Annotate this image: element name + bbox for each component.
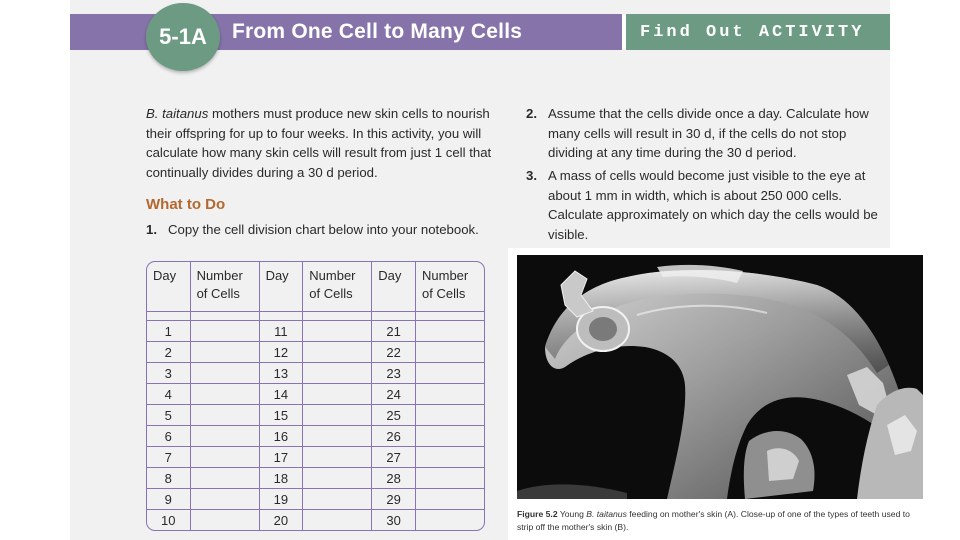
number-of-cells-cell xyxy=(416,384,485,405)
species-name: B. taitanus xyxy=(146,106,209,121)
number-of-cells-cell xyxy=(416,321,485,342)
number-of-cells-cell xyxy=(416,405,485,426)
day-cell: 16 xyxy=(259,426,303,447)
day-cell: 12 xyxy=(259,342,303,363)
step-number: 3. xyxy=(526,168,537,183)
day-cell: 10 xyxy=(147,510,190,531)
column-header: Day xyxy=(147,262,190,312)
day-cell: 21 xyxy=(372,321,416,342)
day-cell: 18 xyxy=(259,468,303,489)
day-cell: 25 xyxy=(372,405,416,426)
page-title: From One Cell to Many Cells xyxy=(232,20,523,43)
cell-division-chart xyxy=(146,261,485,531)
spacer-cell xyxy=(190,312,259,321)
step-number: 1. xyxy=(146,222,157,237)
day-cell: 20 xyxy=(259,510,303,531)
number-of-cells-cell xyxy=(303,447,372,468)
caption-lead: Young xyxy=(557,509,587,519)
day-cell: 8 xyxy=(147,468,190,489)
day-cell: 13 xyxy=(259,363,303,384)
number-of-cells-cell xyxy=(416,342,485,363)
spacer-cell xyxy=(416,312,485,321)
step-3 xyxy=(526,166,876,246)
table-row xyxy=(147,510,484,531)
caption-species: B. taitanus xyxy=(586,509,627,519)
table-row xyxy=(147,447,484,468)
day-cell: 1 xyxy=(147,321,190,342)
number-of-cells-cell xyxy=(303,489,372,510)
day-cell: 3 xyxy=(147,363,190,384)
column-header: Number of Cells xyxy=(303,262,372,312)
number-of-cells-cell xyxy=(303,426,372,447)
figure-label: Figure 5.2 xyxy=(517,509,558,519)
number-of-cells-cell xyxy=(303,363,372,384)
day-cell: 5 xyxy=(147,405,190,426)
table-row xyxy=(147,384,484,405)
number-of-cells-cell xyxy=(190,384,259,405)
number-of-cells-cell xyxy=(190,510,259,531)
activity-badge: 5-1A xyxy=(146,3,220,71)
number-of-cells-cell xyxy=(416,489,485,510)
day-cell: 27 xyxy=(372,447,416,468)
day-cell: 11 xyxy=(259,321,303,342)
step-2 xyxy=(526,104,876,164)
step-text: A mass of cells would become just visible to the eye at about 1 mm in width, which is about 250 000 cells. Calculate approximately on which day the cells would be visible. xyxy=(548,168,878,242)
table-row xyxy=(147,489,484,510)
tooth-micrograph-drawing xyxy=(517,255,923,499)
number-of-cells-cell xyxy=(190,405,259,426)
day-cell: 4 xyxy=(147,384,190,405)
cell-division-table xyxy=(147,262,484,530)
number-of-cells-cell xyxy=(416,363,485,384)
step-number: 2. xyxy=(526,106,537,121)
number-of-cells-cell xyxy=(303,468,372,489)
intro-text: mothers must produce new skin cells to nourish their offspring for up to four weeks. In this activity, you will calculate how many skin cells will result from just 1 cell that continually divides during a 30 d period. xyxy=(146,106,492,180)
number-of-cells-cell xyxy=(190,321,259,342)
step-1 xyxy=(146,220,496,240)
number-of-cells-cell xyxy=(416,426,485,447)
number-of-cells-cell xyxy=(416,468,485,489)
number-of-cells-cell xyxy=(416,447,485,468)
day-cell: 26 xyxy=(372,426,416,447)
figure-caption xyxy=(517,508,927,534)
day-cell: 23 xyxy=(372,363,416,384)
day-cell: 24 xyxy=(372,384,416,405)
day-cell: 28 xyxy=(372,468,416,489)
day-cell: 9 xyxy=(147,489,190,510)
day-cell: 30 xyxy=(372,510,416,531)
table-row xyxy=(147,426,484,447)
table-row xyxy=(147,321,484,342)
number-of-cells-cell xyxy=(190,363,259,384)
column-header: Day xyxy=(259,262,303,312)
number-of-cells-cell xyxy=(303,405,372,426)
activity-label: Find Out ACTIVITY xyxy=(640,23,865,42)
table-spacer-row xyxy=(147,312,484,321)
step-text: Copy the cell division chart below into your notebook. xyxy=(168,222,479,237)
spacer-cell xyxy=(147,312,190,321)
number-of-cells-cell xyxy=(190,468,259,489)
spacer-cell xyxy=(372,312,416,321)
number-of-cells-cell xyxy=(416,510,485,531)
table-row xyxy=(147,342,484,363)
number-of-cells-cell xyxy=(190,489,259,510)
number-of-cells-cell xyxy=(190,447,259,468)
table-row xyxy=(147,405,484,426)
column-header: Day xyxy=(372,262,416,312)
table-row xyxy=(147,363,484,384)
what-to-do-heading: What to Do xyxy=(146,196,226,213)
number-of-cells-cell xyxy=(190,342,259,363)
number-of-cells-cell xyxy=(303,321,372,342)
column-header: Number of Cells xyxy=(422,268,469,301)
number-of-cells-cell xyxy=(303,384,372,405)
day-cell: 22 xyxy=(372,342,416,363)
day-cell: 7 xyxy=(147,447,190,468)
table-header-row xyxy=(147,262,484,312)
day-cell: 19 xyxy=(259,489,303,510)
day-cell: 6 xyxy=(147,426,190,447)
caption-text: feeding on mother's skin (A). Close-up of one of the types of teeth used to strip off the mother's skin (B). xyxy=(517,509,910,532)
spacer-cell xyxy=(259,312,303,321)
day-cell: 2 xyxy=(147,342,190,363)
step-text: Assume that the cells divide once a day. Calculate how many cells will result in 30 d, if the cells do not stop dividing at any time during the 30 d period. xyxy=(548,106,869,161)
day-cell: 15 xyxy=(259,405,303,426)
number-of-cells-cell xyxy=(303,510,372,531)
number-of-cells-cell xyxy=(303,342,372,363)
spacer-cell xyxy=(303,312,372,321)
day-cell: 29 xyxy=(372,489,416,510)
day-cell: 14 xyxy=(259,384,303,405)
table-row xyxy=(147,468,484,489)
tooth-micrograph xyxy=(517,255,923,499)
intro-paragraph xyxy=(146,104,496,182)
column-header: Number of Cells xyxy=(190,262,259,312)
left-margin xyxy=(0,0,70,540)
number-of-cells-cell xyxy=(190,426,259,447)
day-cell: 17 xyxy=(259,447,303,468)
